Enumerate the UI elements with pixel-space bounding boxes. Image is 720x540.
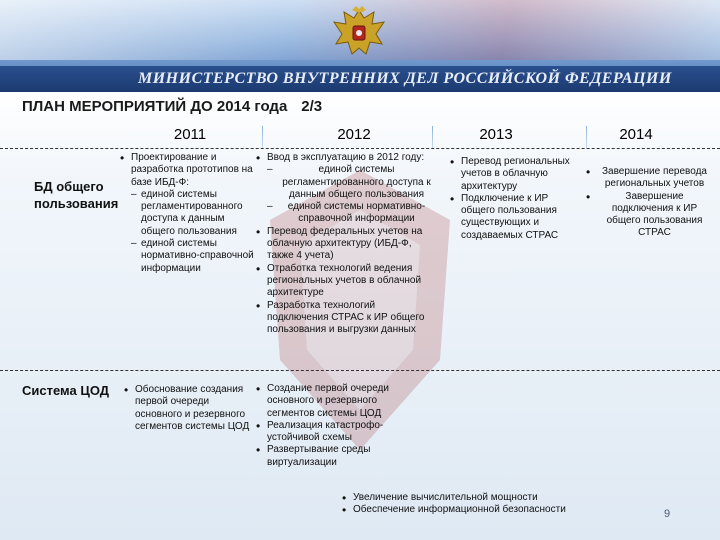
- list-item: • Разработка технологий подключения СТРАС к ИР общего пользования и выгрузки данных: [256, 300, 436, 337]
- tsod-2011-list: [124, 384, 256, 433]
- list-item: • Отработка технологий ведения региональных учетов в облачной архитектуре: [256, 263, 436, 300]
- bd-2012-list: [256, 152, 436, 336]
- tsod-2013-list: [342, 492, 592, 517]
- list-item: • Развертывание среды виртуализации: [256, 444, 406, 469]
- list-item: • Обоснование создания первой очереди основного и резервного сегментов системы ЦОД: [124, 384, 256, 433]
- column-separator: [432, 126, 433, 148]
- sub-list-item: – единой системы регламентированного доступа к данным общего пользования: [131, 189, 258, 238]
- list-item: • Проектирование и разработка прототипов на базе ИБД-Ф: – единой системы регламентированного доступа к данным общего пользования – единой системы нормативно-справочной информации: [120, 152, 258, 275]
- coat-of-arms-icon: [326, 4, 392, 64]
- list-item: • Создание первой очереди основного и резервного сегментов системы ЦОД: [256, 383, 406, 420]
- sub-list-item: – единой системы нормативно-справочной информации: [267, 201, 436, 226]
- row-label-tsod: Система ЦОД: [22, 383, 110, 398]
- title-text: ПЛАН МЕРОПРИЯТИЙ ДО 2014 года: [22, 98, 288, 115]
- sub-list: [131, 189, 258, 275]
- sub-list: [267, 164, 436, 225]
- slide-title: [22, 98, 322, 115]
- sub-list-item: – единой системы регламентированного доступа к данным общего пользования: [267, 164, 436, 201]
- year-2014-header: 2014: [619, 126, 653, 143]
- bd-2014-list: [586, 166, 712, 240]
- year-2013-header: 2013: [479, 126, 513, 143]
- list-item: • Увеличение вычислительной мощности: [342, 492, 592, 504]
- list-item: • Обеспечение информационной безопасности: [342, 504, 592, 516]
- bd-2011-list: [120, 152, 258, 275]
- column-separator: [586, 126, 587, 148]
- title-part: 2/3: [301, 98, 323, 115]
- year-2012-header: 2012: [337, 126, 371, 143]
- ministry-name: МИНИСТЕРСТВО ВНУТРЕННИХ ДЕЛ РОССИЙСКОЙ ФЕДЕРАЦИИ: [138, 70, 672, 87]
- list-item: • Перевод федеральных учетов на облачную архитектуру (ИБД-Ф, также 4 учета): [256, 226, 436, 263]
- row-divider-top: [0, 148, 720, 149]
- column-separator: [262, 126, 263, 148]
- tsod-2012-list: [256, 383, 406, 469]
- list-item: • Ввод в эксплуатацию в 2012 году: – единой системы регламентированного доступа к данным общего пользования – единой системы нормативно-справочной информации: [256, 152, 436, 226]
- page-number: 9: [664, 508, 671, 520]
- list-item: • Перевод региональных учетов в облачную архитектуру: [450, 156, 574, 193]
- header-banner: [0, 0, 720, 92]
- list-item: • Завершение перевода региональных учетов: [586, 166, 712, 191]
- list-item: • Подключение к ИР общего пользования существующих и создаваемых СТРАС: [450, 193, 574, 242]
- row-divider-middle: [0, 370, 720, 371]
- row-label-bd: БД общего пользования: [34, 179, 119, 211]
- ministry-bar: [0, 66, 720, 92]
- list-item: • Реализация катастрофо-устойчивой схемы: [256, 420, 406, 445]
- sub-list-item: – единой системы нормативно-справочной информации: [131, 238, 258, 275]
- bd-2013-list: [450, 156, 574, 242]
- list-item: • Завершение подключения к ИР общего пользования СТРАС: [586, 191, 712, 240]
- year-2011-header: 2011: [173, 126, 207, 143]
